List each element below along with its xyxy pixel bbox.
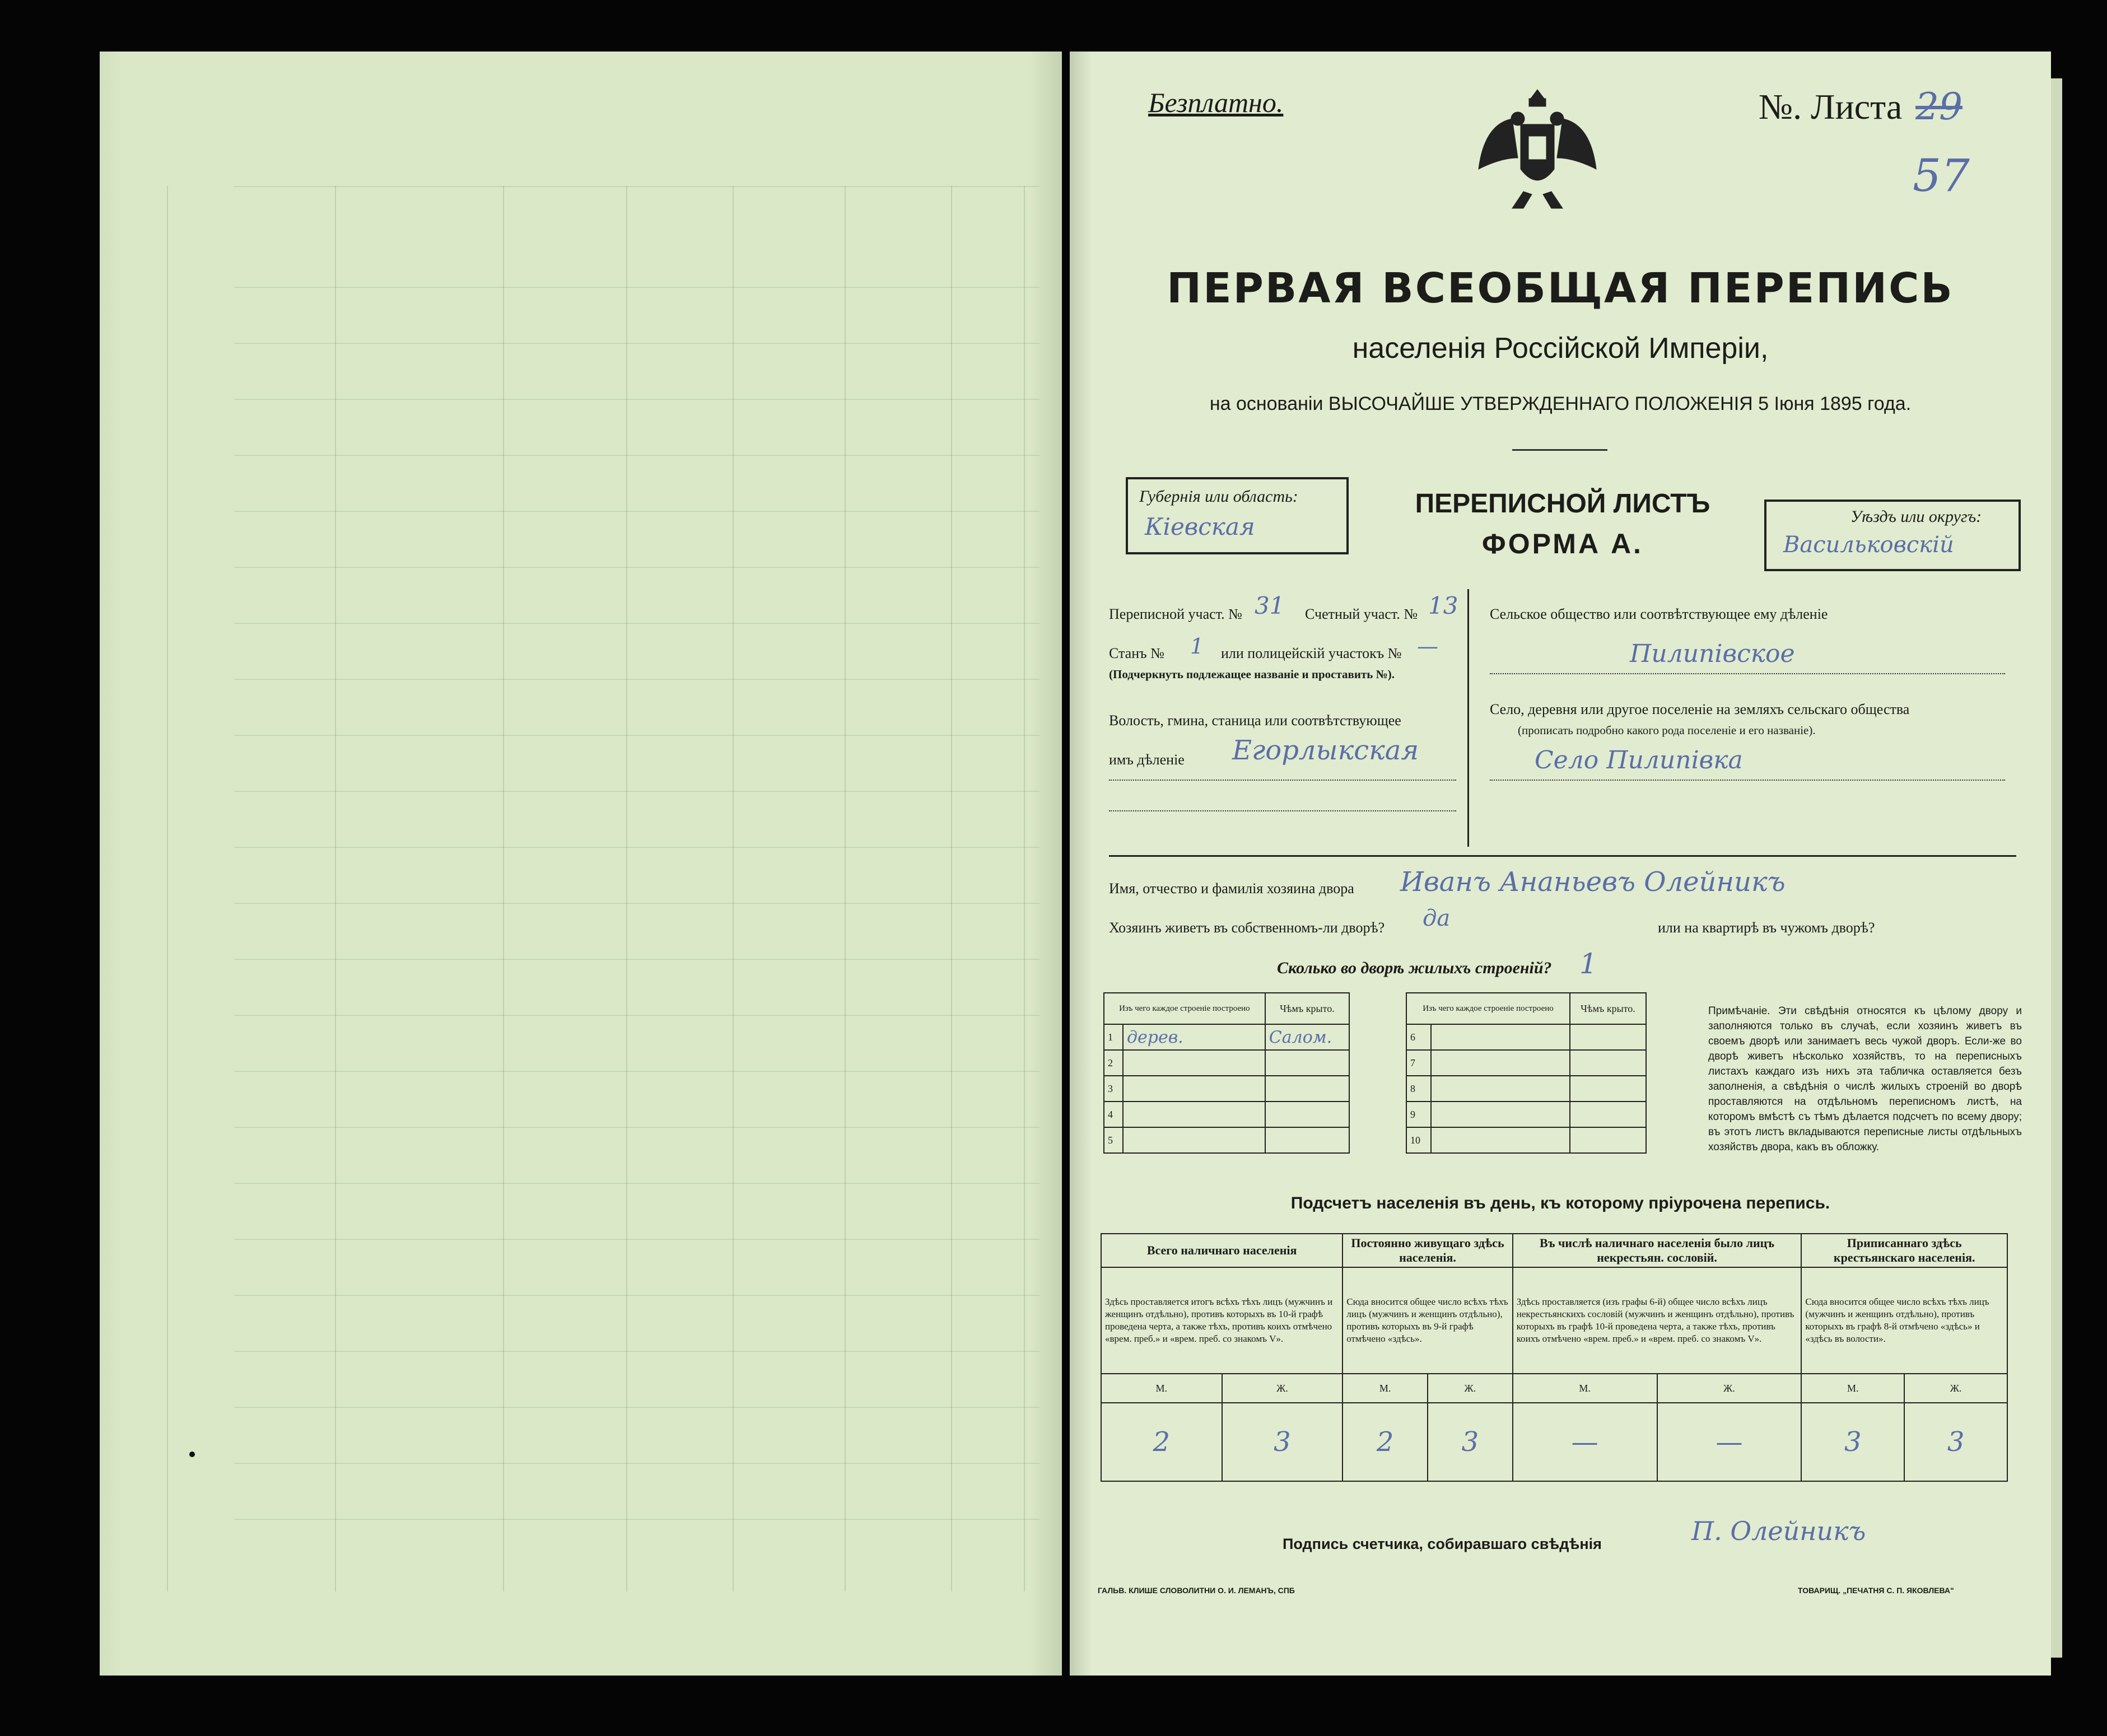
male-count: 3 — [1801, 1403, 1904, 1481]
imprint-left: ГАЛЬВ. КЛИШЕ СЛОВОЛИТНИ О. И. ЛЕМАНЪ, СПБ — [1098, 1586, 1295, 1595]
female-count: 3 — [1222, 1403, 1343, 1481]
ruling-line — [234, 1519, 1039, 1520]
dotted-line — [1490, 673, 2005, 674]
material-cell — [1431, 1050, 1570, 1076]
roof-cell — [1265, 1076, 1349, 1102]
own-yard-label: Хозяинъ живетъ въ собственномъ-ли дворѣ? — [1109, 920, 1385, 936]
ruling-line — [234, 287, 1039, 288]
buildings-count-label: Сколько во дворѣ жилыхъ строеній? — [1277, 959, 1552, 977]
male-header: М. — [1513, 1374, 1657, 1403]
ruling-line — [234, 903, 1039, 904]
row-number: 4 — [1104, 1102, 1123, 1127]
buildings-count-value: 1 — [1579, 948, 1597, 980]
male-header: М. — [1101, 1374, 1222, 1403]
row-number: 2 — [1104, 1050, 1123, 1076]
dotted-line — [1490, 780, 2005, 781]
material-header: Изъ чего каждое строеніе построено — [1406, 993, 1570, 1024]
table-row — [1104, 1024, 1349, 1050]
page-edge — [2051, 78, 2062, 1658]
ruling-line — [234, 735, 1039, 736]
ruling-line — [234, 623, 1039, 624]
sheet-number-value: 57 — [1913, 150, 1970, 202]
material-cell — [1123, 1127, 1265, 1153]
ruling-line — [234, 455, 1039, 456]
ruling-line — [234, 511, 1039, 512]
material-cell — [1123, 1050, 1265, 1076]
own-yard-value: да — [1423, 906, 1451, 931]
ruling-line — [234, 1351, 1039, 1352]
ruling-line — [234, 343, 1039, 344]
ruling-line — [234, 1071, 1039, 1072]
ruling-line — [234, 399, 1039, 400]
volost-label: Волость, гмина, станица или соотвѣтствующее — [1109, 712, 1401, 729]
col-head: Въ числѣ наличнаго населенія было лицъ некрестьян. сословій. — [1513, 1234, 1802, 1267]
volost-label-2: имъ дѣленіе — [1109, 752, 1185, 768]
table-row — [1406, 1076, 1646, 1102]
ruling-line — [234, 1407, 1039, 1408]
legal-basis: на основаніи ВЫСОЧАЙШЕ УТВЕРЖДЕННАГО ПОЛОЖЕНІЯ 5 Іюня 1895 года. — [1209, 393, 1912, 414]
underline-note: (Подчеркнуть подлежащее названіе и проставить №). — [1109, 668, 1395, 681]
material-cell — [1431, 1102, 1570, 1127]
row-number: 5 — [1104, 1127, 1123, 1153]
table-row — [1406, 1050, 1646, 1076]
row-number: 9 — [1406, 1102, 1431, 1127]
female-header: Ж. — [1428, 1374, 1513, 1403]
census-district-label: Переписной участ. № — [1109, 606, 1242, 622]
buildings-table-left — [1103, 992, 1350, 1154]
male-count: 2 — [1342, 1403, 1428, 1481]
female-header: Ж. — [1904, 1374, 2007, 1403]
material-cell — [1431, 1076, 1570, 1102]
row-number: 6 — [1406, 1024, 1431, 1050]
male-count: — — [1513, 1403, 1657, 1481]
ruling-line — [234, 1295, 1039, 1296]
row-number: 10 — [1406, 1127, 1431, 1153]
uezd-box — [1764, 500, 2021, 571]
material-cell — [1123, 1076, 1265, 1102]
table-row — [1406, 1102, 1646, 1127]
ruling-line — [951, 186, 952, 1592]
male-header: М. — [1342, 1374, 1428, 1403]
census-form-page — [1070, 52, 2051, 1676]
ruling-line — [234, 1239, 1039, 1240]
col-desc: Здѣсь проставляется итогъ всѣхъ тѣхъ лицъ (мужчинъ и женщинъ отдѣльно), противъ которыхъ въ 10-й графѣ проведена черта, а также тѣхъ, противъ коихъ отмѣчено «врем. преб.» и «врем. преб. со знакомъ V». — [1101, 1267, 1342, 1374]
female-count: 3 — [1428, 1403, 1513, 1481]
form-name: ФОРМА А. — [1482, 528, 1643, 559]
stan-value: 1 — [1190, 634, 1204, 659]
census-district-value: 31 — [1255, 592, 1285, 619]
stan-label: Станъ № — [1109, 645, 1164, 661]
rent-label: или на квартирѣ въ чужомъ дворѣ? — [1658, 920, 1875, 936]
owner-label: Имя, отчество и фамилія хозяина двора — [1109, 880, 1354, 897]
gubernia-value: Кіевская — [1145, 513, 1255, 540]
dotted-line — [1109, 810, 1456, 811]
material-cell: дерев. — [1123, 1024, 1265, 1050]
ruling-line — [234, 847, 1039, 848]
ruling-line — [733, 186, 734, 1592]
roof-cell — [1570, 1024, 1646, 1050]
female-header: Ж. — [1222, 1374, 1343, 1403]
table-row — [1104, 1127, 1349, 1153]
female-header: Ж. — [1657, 1374, 1802, 1403]
col-head: Всего наличнаго населенія — [1101, 1234, 1342, 1267]
row-number: 7 — [1406, 1050, 1431, 1076]
material-cell — [1431, 1024, 1570, 1050]
double-headed-eagle-emblem-icon — [1473, 85, 1602, 214]
village-value: Село Пилипівка — [1535, 746, 1743, 774]
ruling-line — [234, 1015, 1039, 1016]
gubernia-box — [1126, 477, 1349, 554]
roof-header: Чѣмъ крыто. — [1570, 993, 1646, 1024]
village-label: Село, деревня или другое поселеніе на земляхъ сельскаго общества — [1490, 701, 1910, 717]
uezd-label: Уѣздъ или округъ: — [1850, 507, 1982, 526]
buildings-table-right — [1406, 992, 1647, 1154]
roof-cell: Салом. — [1265, 1024, 1349, 1050]
police-district-value: — — [1417, 634, 1438, 659]
ruling-line — [503, 186, 504, 1592]
volost-value: Егорлыкская — [1232, 735, 1419, 766]
row-number: 8 — [1406, 1076, 1431, 1102]
gubernia-label: Губернія или область: — [1139, 487, 1298, 506]
ruling-line — [335, 186, 336, 1592]
ink-dot — [189, 1452, 195, 1457]
ruling-line — [234, 567, 1039, 568]
row-number: 3 — [1104, 1076, 1123, 1102]
table-row — [1406, 1127, 1646, 1153]
roof-cell — [1570, 1102, 1646, 1127]
ornament-divider — [1512, 449, 1607, 451]
roof-cell — [1265, 1102, 1349, 1127]
ruling-line — [626, 186, 627, 1592]
sheet-title: ПЕРЕПИСНОЙ ЛИСТЪ — [1415, 489, 1710, 519]
roof-cell — [1265, 1127, 1349, 1153]
sheet-number-struck: 29 — [1915, 85, 1963, 128]
male-header: М. — [1801, 1374, 1904, 1403]
imprint-right: ТОВАРИЩ. „ПЕЧАТНЯ С. П. ЯКОВЛЕВА" — [1798, 1586, 1954, 1595]
section-rule — [1109, 855, 2016, 857]
male-count: 2 — [1101, 1403, 1222, 1481]
table-row — [1104, 1076, 1349, 1102]
ruling-line — [234, 1183, 1039, 1184]
ruling-line — [167, 186, 168, 1592]
signature-label: Подпись счетчика, собиравшаго свѣдѣнія — [1283, 1536, 1602, 1552]
table-row — [1104, 1050, 1349, 1076]
sheet-number-label: №. Листа — [1759, 87, 1903, 127]
population-table — [1101, 1233, 2008, 1482]
material-cell — [1123, 1102, 1265, 1127]
page-subtitle: населенія Россійской Имперіи, — [1352, 332, 1769, 365]
roof-header: Чѣмъ крыто. — [1265, 993, 1349, 1024]
uezd-value: Васильковскій — [1783, 532, 1954, 558]
column-divider — [1467, 589, 1469, 847]
table-row — [1104, 1102, 1349, 1127]
roof-cell — [1265, 1050, 1349, 1076]
female-count: — — [1657, 1403, 1802, 1481]
count-district-label: Счетный участ. № — [1305, 606, 1418, 622]
col-desc: Сюда вносится общее число всѣхъ тѣхъ лицъ (мужчинъ и женщинъ отдѣльно), противъ которыхъ въ графѣ 8-й отмѣчено «здѣсь» и «здѣсь въ волости». — [1801, 1267, 2007, 1374]
population-title: Подсчетъ населенія въ день, къ которому пріурочена перепись. — [1290, 1194, 1830, 1212]
table-row — [1406, 1024, 1646, 1050]
left-page — [100, 52, 1062, 1676]
ruling-line — [234, 679, 1039, 680]
dotted-line — [1109, 780, 1456, 781]
col-head: Постоянно живущаго здѣсь населенія. — [1342, 1234, 1513, 1267]
rural-society-value: Пилипівское — [1630, 640, 1795, 668]
owner-value: Иванъ Ананьевъ Олейникъ — [1400, 866, 1786, 898]
rural-society-label: Сельское общество или соотвѣтствующее ему дѣленіе — [1490, 606, 1828, 622]
female-count: 3 — [1904, 1403, 2007, 1481]
page-title: ПЕРВАЯ ВСЕОБЩАЯ ПЕРЕПИСЬ — [1167, 264, 1954, 312]
note-text: Примѣчаніе. Эти свѣдѣнія относятся къ цѣлому двору и заполняются только въ случаѣ, если хозяинъ живетъ въ своемъ дворѣ или занимаетъ весь чужой дворъ. Если-же во дворѣ живетъ нѣсколько хозяйствъ, то на переписныхъ листахъ каждаго изъ нихъ эта табличка оставляется безъ заполненія, а свѣдѣнія о числѣ жилыхъ строеній во дворѣ проставляются на отдѣльномъ переписномъ листѣ, на которомъ вмѣстѣ съ тѣмъ дѣлается подсчетъ по всему двору; въ этотъ листъ вкладываются переписные листы отдѣльныхъ хозяйствъ двора, какъ въ обложку. — [1708, 1005, 2022, 1153]
ruling-line — [845, 186, 846, 1592]
ruling-line — [1024, 186, 1025, 1592]
material-header: Изъ чего каждое строеніе построено — [1104, 993, 1265, 1024]
ruling-line — [234, 959, 1039, 960]
village-note: (прописать подробно какого рода поселеніе и его названіе). — [1518, 724, 1816, 737]
ruling-line — [234, 1127, 1039, 1128]
count-district-value: 13 — [1428, 592, 1458, 619]
police-district-label: или полицейскій участокъ № — [1221, 645, 1402, 661]
ruling-line — [234, 186, 1039, 187]
roof-cell — [1570, 1076, 1646, 1102]
material-cell — [1431, 1127, 1570, 1153]
free-label: Безплатно. — [1148, 87, 1284, 118]
roof-cell — [1570, 1050, 1646, 1076]
col-head: Приписаннаго здѣсь крестьянскаго населенія. — [1801, 1234, 2007, 1267]
roof-cell — [1570, 1127, 1646, 1153]
row-number: 1 — [1104, 1024, 1123, 1050]
ruling-line — [234, 1463, 1039, 1464]
col-desc: Здѣсь проставляется (изъ графы 6-й) общее число всѣхъ лицъ некрестьянскихъ сословій (мужчинъ и женщинъ отдѣльно), противъ которыхъ въ графѣ 10-й проведена черта, а также тѣхъ, противъ коихъ отмѣчено «врем. преб.» и «врем. преб. со знакомъ V». — [1513, 1267, 1802, 1374]
col-desc: Сюда вносится общее число всѣхъ тѣхъ лицъ (мужчинъ и женщинъ отдѣльно), противъ которыхъ въ 9-й графѣ отмѣчено «здѣсь». — [1342, 1267, 1513, 1374]
signature-value: П. Олейникъ — [1691, 1516, 1866, 1546]
ruling-line — [234, 791, 1039, 792]
